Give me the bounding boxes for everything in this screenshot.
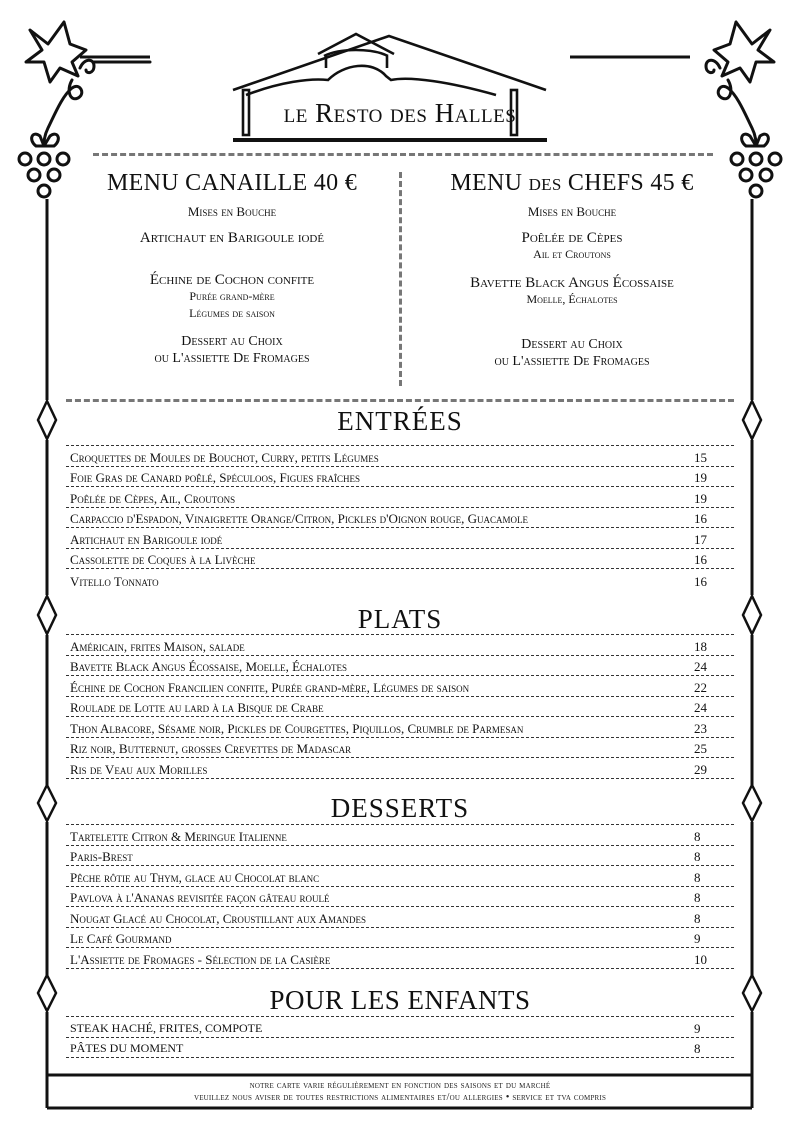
item-price: 9 [694, 1020, 701, 1036]
item-name: Paris-Brest [70, 849, 133, 864]
diamond-icon [742, 595, 762, 635]
menu-item [66, 948, 734, 969]
divider [66, 399, 734, 402]
course-detail: Purée grand-mère [189, 289, 275, 303]
item-price: 23 [694, 720, 707, 736]
item-price: 16 [694, 552, 707, 567]
course: Poêlée de Cèpes [521, 230, 623, 246]
menu-item [66, 825, 734, 846]
diamond-icon [37, 784, 57, 822]
menu-item [66, 928, 734, 949]
item-price: 8 [694, 869, 701, 885]
enfants-list [66, 1016, 734, 1058]
item-name: L'Assiette de Fromages - Sélection de la Casière [70, 951, 331, 967]
item-name: Tartelette Citron & Meringue Italienne [70, 828, 287, 844]
menu-item [66, 446, 734, 467]
item-name: Riz noir, Butternut, grosses Crevettes de Madascar [70, 741, 352, 756]
header-rule [80, 54, 160, 60]
diamond-icon [742, 974, 762, 1012]
section-title-entrees: ENTRÉES [337, 406, 463, 436]
item-price: 29 [694, 761, 707, 777]
item-price: 10 [694, 951, 707, 967]
set-menu-title: MENU CANAILLE 40 € [106, 170, 358, 196]
item-name: Foie Gras de Canard poêlé, Spéculoos, Figues fraîches [70, 470, 361, 485]
diamond-icon [742, 784, 762, 822]
set-menu-canaille [72, 168, 392, 367]
menu-item [66, 528, 734, 549]
menu-item [66, 635, 734, 656]
menu-item [66, 676, 734, 697]
item-price: 24 [694, 700, 707, 715]
diamond-icon [37, 974, 57, 1012]
menu-item [66, 717, 734, 738]
course: Mises en Bouche [187, 204, 277, 219]
desserts-list [66, 824, 734, 969]
footer-note-1: notre carte varie régulièrement en fonction des saisons et du marché [249, 1080, 551, 1091]
item-price: 19 [694, 490, 707, 506]
item-price: 15 [694, 449, 707, 465]
course-detail: Ail et Croutons [533, 247, 611, 261]
item-name: Roulade de Lotte au lard à la Bisque de Crabe [70, 700, 324, 715]
divider [93, 153, 713, 156]
menu-item [66, 738, 734, 759]
course-detail: Moelle, Échalotes [526, 292, 618, 306]
item-price: 9 [694, 931, 701, 946]
course-detail: Légumes de saison [189, 306, 275, 320]
diamond-icon [37, 400, 57, 440]
item-price: 16 [694, 511, 707, 526]
menu-item [66, 866, 734, 887]
section-title-plats: PLATS [357, 604, 443, 634]
menu-item [66, 549, 734, 570]
item-name: Carpaccio d'Espadon, Vinaigrette Orange/Citron, Pickles d'Oignon rouge, Guacamole [70, 511, 528, 526]
item-name: Vitello Tonnato [70, 573, 159, 589]
item-name: Croquettes de Moules de Bouchot, Curry, petits Légumes [70, 449, 379, 465]
course: Bavette Black Angus Écossaise [470, 275, 674, 291]
menu-item [66, 1038, 734, 1059]
menu-item [66, 907, 734, 928]
set-menu-title: MENU des CHEFS 45 € [450, 170, 694, 196]
menu-item [66, 487, 734, 508]
set-menu-chefs [412, 168, 732, 370]
item-price: 8 [694, 890, 701, 905]
diamond-icon [37, 595, 57, 635]
restaurant-name: le Resto des Halles [283, 98, 517, 128]
item-price: 8 [694, 910, 701, 926]
menu-item [66, 758, 734, 779]
menu-item [66, 697, 734, 718]
course: Dessert au Choix [521, 337, 623, 352]
item-name: Le Café Gourmand [70, 931, 172, 946]
item-name: PÂTES DU MOMENT [70, 1041, 184, 1055]
menu-item [66, 887, 734, 908]
item-price: 24 [694, 659, 707, 674]
item-name: Pêche rôtie au Thym, glace au Chocolat blanc [70, 869, 320, 885]
item-price: 8 [694, 1041, 701, 1056]
item-name: Pavlova à l'Ananas revisitée façon gâteau roulé [70, 890, 330, 905]
item-name: Nougat Glacé au Chocolat, Croustillant aux Amandes [70, 910, 367, 926]
menu-item [66, 569, 734, 590]
course: Dessert au Choix [181, 334, 283, 349]
item-price: 25 [694, 741, 707, 756]
section-title-enfants: POUR LES ENFANTS [269, 985, 531, 1015]
entrees-list [66, 445, 734, 590]
item-price: 19 [694, 470, 707, 485]
item-name: Échine de Cochon Francilien confite, Purée grand-mère, Légumes de saison [70, 679, 470, 695]
item-price: 18 [694, 638, 707, 654]
course: Artichaut en Barigoule iodé [139, 230, 325, 246]
course: ou L'assiette De Fromages [154, 351, 310, 366]
item-name: Ris de Veau aux Morilles [70, 761, 208, 777]
menu-item [66, 846, 734, 867]
diamond-icon [742, 400, 762, 440]
menu-item [66, 467, 734, 488]
item-name: Bavette Black Angus Écossaise, Moelle, Échalotes [70, 659, 348, 674]
item-name: Cassolette de Coques à la Livèche [70, 552, 256, 567]
item-name: Artichaut en Barigoule iodé [70, 531, 223, 547]
item-name: Thon Albacore, Sésame noir, Pickles de Courgettes, Piquillos, Crumble de Parmesan [70, 720, 524, 736]
item-name: Poêlée de Cèpes, Ail, Croutons [70, 490, 236, 506]
item-name: STEAK HACHÉ, FRITES, COMPOTE [70, 1020, 263, 1035]
course: Mises en Bouche [527, 204, 617, 219]
menu-item [66, 656, 734, 677]
menu-divider [399, 172, 402, 386]
section-title-desserts: DESSERTS [330, 793, 470, 823]
menu-item [66, 1017, 734, 1038]
course: ou L'assiette De Fromages [494, 354, 650, 369]
menu-item [66, 508, 734, 529]
item-price: 16 [694, 573, 707, 589]
item-price: 17 [694, 531, 707, 547]
item-name: Américain, frites Maison, salade [70, 638, 245, 654]
item-price: 22 [694, 679, 707, 695]
footer-note-2: veuillez nous aviser de toutes restrictions alimentaires et/ou allergies • service et tva compris [193, 1092, 607, 1103]
item-price: 8 [694, 828, 701, 844]
plats-list [66, 634, 734, 779]
course: Échine de Cochon confite [149, 272, 315, 288]
item-price: 8 [694, 849, 701, 864]
